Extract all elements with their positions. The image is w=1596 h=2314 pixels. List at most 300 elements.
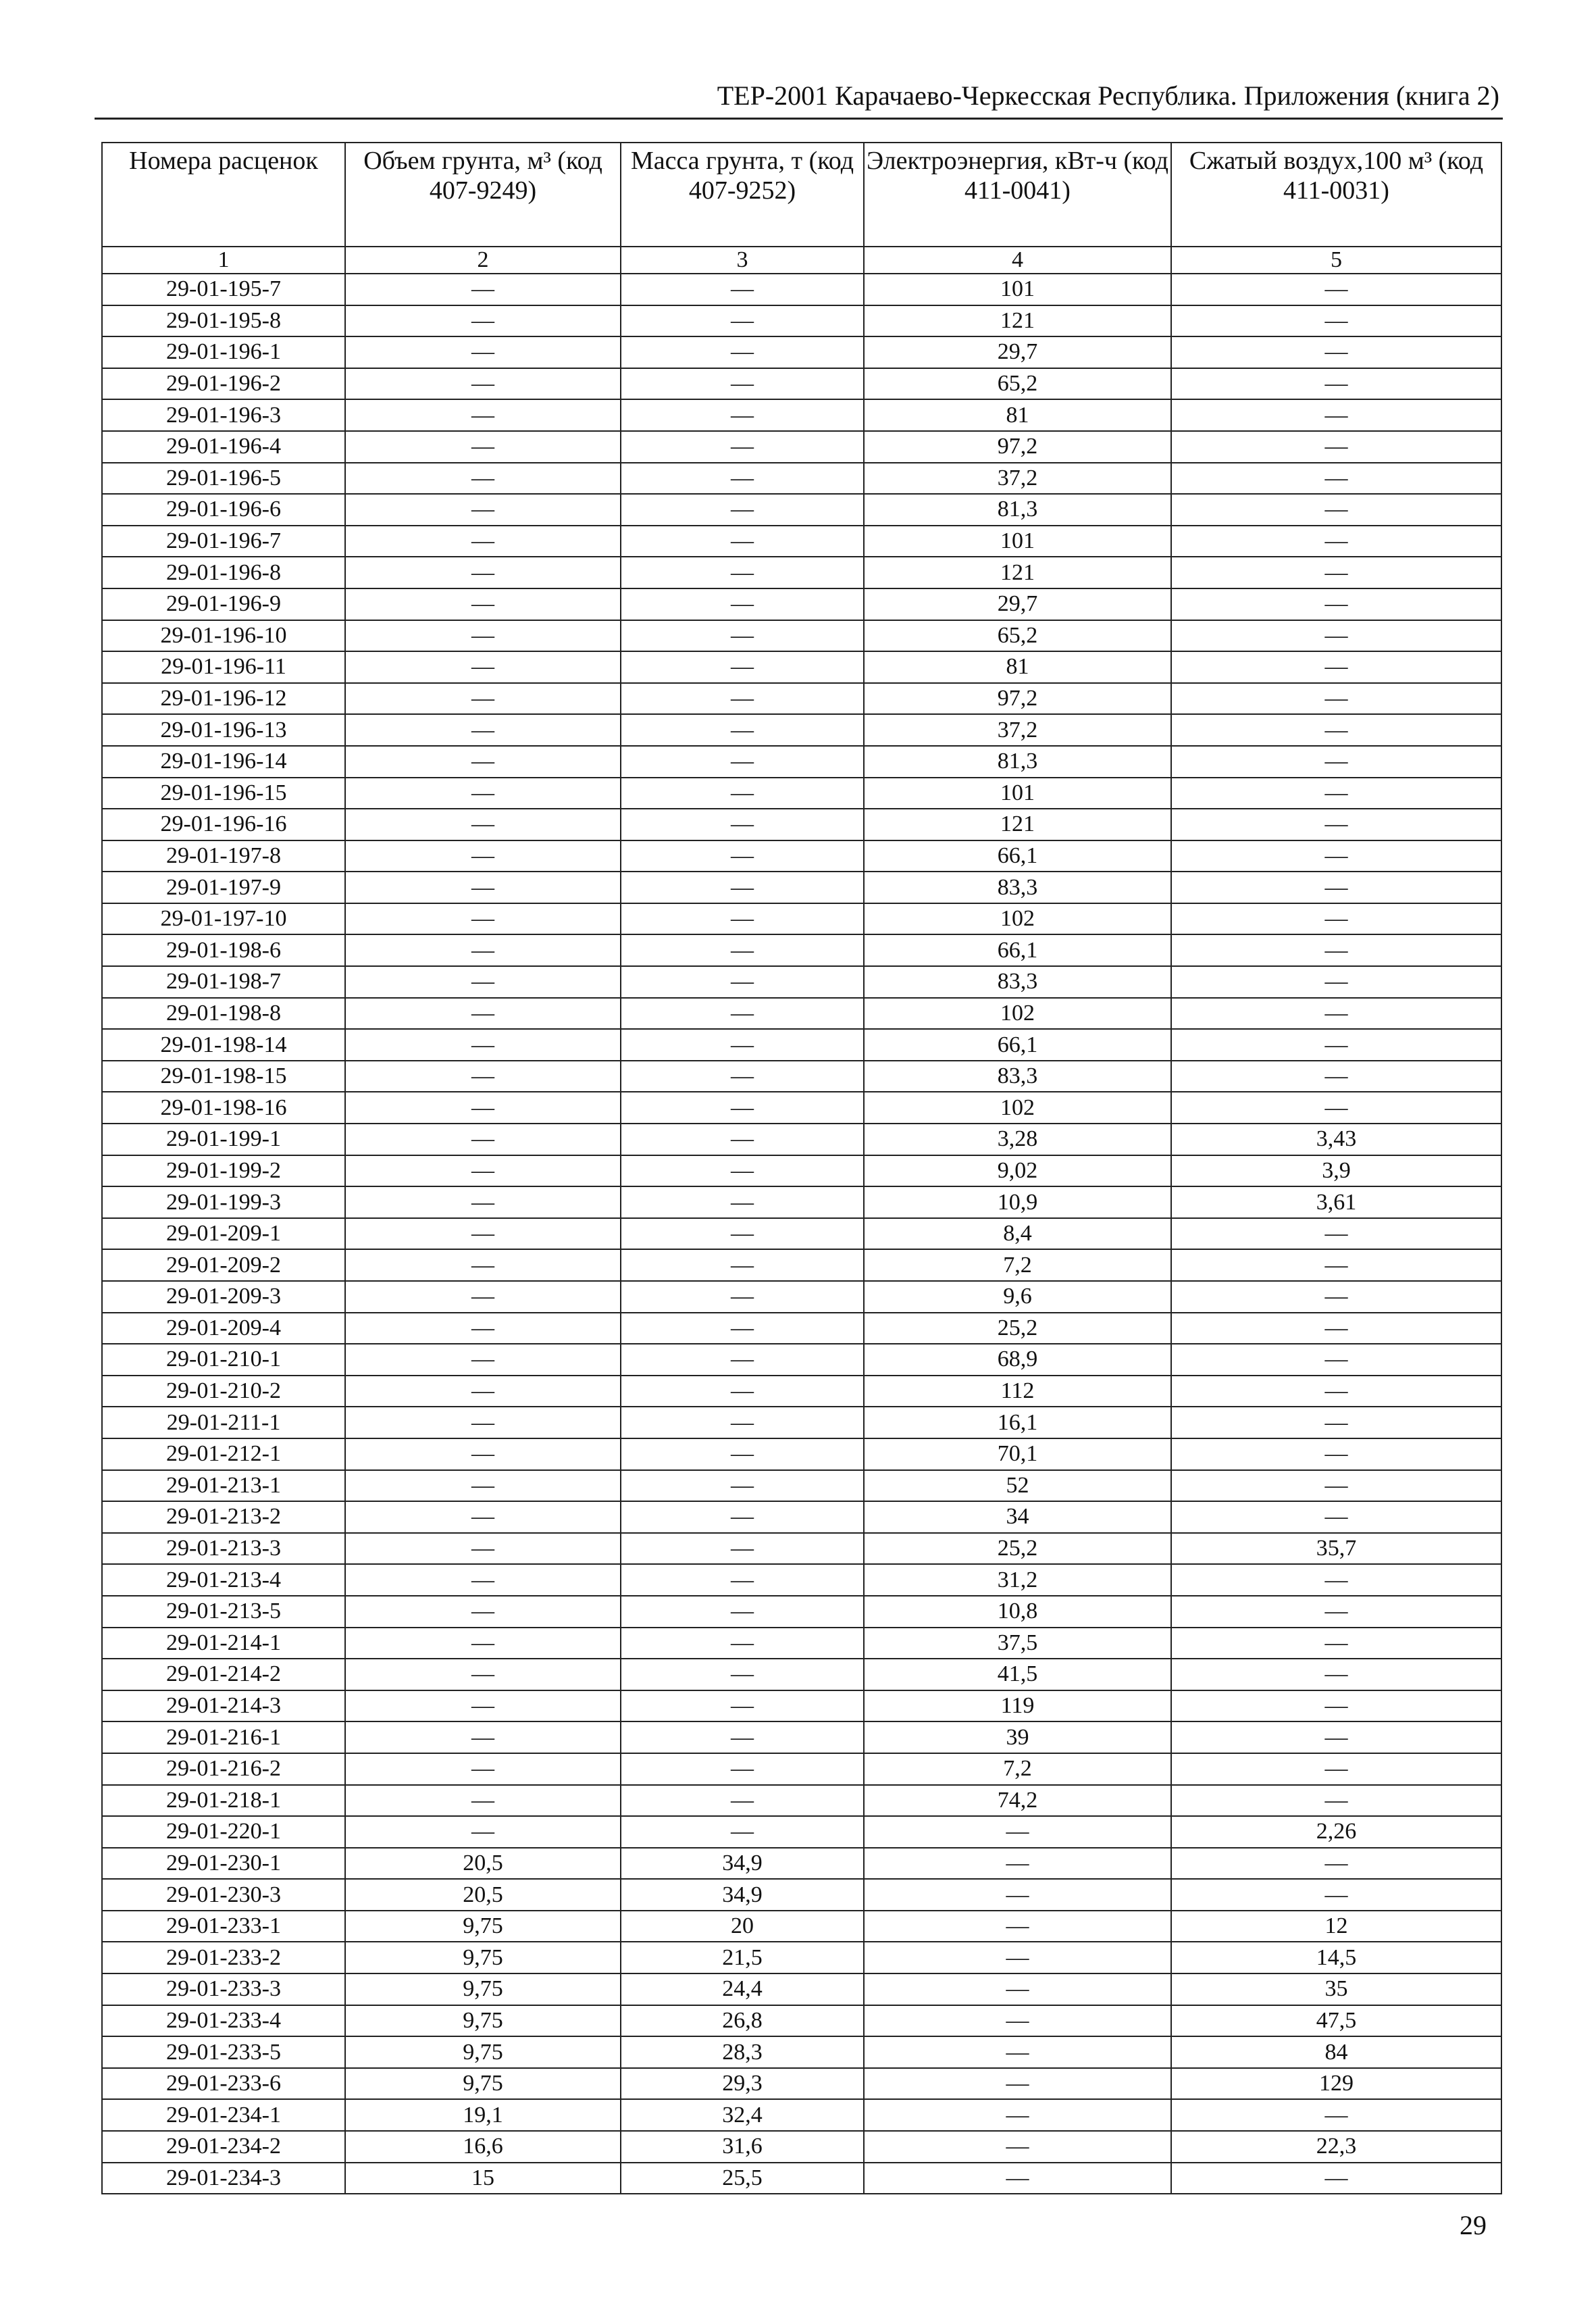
table-row (102, 1470, 1501, 1502)
table-cell: — (1171, 1092, 1501, 1124)
table-cell: — (1171, 1848, 1501, 1880)
table-cell: 9,02 (864, 1155, 1171, 1187)
table-cell: — (345, 620, 621, 652)
table-cell: — (345, 274, 621, 305)
table-cell: 101 (864, 526, 1171, 557)
table-cell: 66,1 (864, 1029, 1171, 1061)
table-cell: — (345, 1407, 621, 1438)
table-cell: — (621, 1438, 864, 1470)
column-number: 5 (1171, 247, 1501, 274)
table-cell: — (1171, 1407, 1501, 1438)
table-row (102, 1628, 1501, 1659)
table-cell: — (345, 1564, 621, 1596)
table-cell: — (621, 1155, 864, 1187)
table-cell: — (621, 1249, 864, 1281)
table-cell: — (1171, 305, 1501, 337)
rate-code-cell: 29-01-210-2 (102, 1376, 345, 1407)
table-cell: — (1171, 274, 1501, 305)
table-cell: — (345, 903, 621, 935)
table-cell: 9,75 (345, 2005, 621, 2037)
table-cell: 112 (864, 1376, 1171, 1407)
rate-code-cell: 29-01-233-5 (102, 2036, 345, 2068)
table-cell: — (621, 778, 864, 809)
rate-code-cell: 29-01-234-3 (102, 2163, 345, 2194)
rate-code-cell: 29-01-214-3 (102, 1690, 345, 1722)
column-header: Электроэнергия, кВт-ч (код 411-0041) (864, 143, 1171, 247)
table-cell: 9,75 (345, 1911, 621, 1942)
table-cell: — (1171, 934, 1501, 966)
table-cell: — (1171, 1753, 1501, 1785)
table-cell: — (345, 809, 621, 840)
table-row (102, 1879, 1501, 1911)
rate-code-cell: 29-01-196-8 (102, 557, 345, 588)
table-cell: 102 (864, 998, 1171, 1030)
table-row (102, 778, 1501, 809)
rate-code-cell: 29-01-197-9 (102, 872, 345, 903)
table-cell: 31,6 (621, 2131, 864, 2163)
table-cell: — (621, 1721, 864, 1753)
table-cell: — (864, 2099, 1171, 2131)
table-cell: 7,2 (864, 1249, 1171, 1281)
table-row (102, 1029, 1501, 1061)
table-cell: 66,1 (864, 934, 1171, 966)
table-cell: — (345, 336, 621, 368)
table-row (102, 1186, 1501, 1218)
rate-code-cell: 29-01-195-7 (102, 274, 345, 305)
table-cell: — (345, 557, 621, 588)
column-number: 3 (621, 247, 864, 274)
rate-code-cell: 29-01-198-15 (102, 1061, 345, 1092)
table-cell: 14,5 (1171, 1942, 1501, 1973)
table-cell: — (345, 463, 621, 495)
table-cell: 39 (864, 1721, 1171, 1753)
table-row (102, 336, 1501, 368)
rate-code-cell: 29-01-196-1 (102, 336, 345, 368)
table-cell: — (864, 1942, 1171, 1973)
rate-code-cell: 29-01-198-6 (102, 934, 345, 966)
table-cell: — (1171, 714, 1501, 746)
table-cell: — (1171, 1061, 1501, 1092)
table-cell: — (621, 1564, 864, 1596)
table-row (102, 368, 1501, 400)
table-cell: — (864, 2131, 1171, 2163)
table-cell: 37,5 (864, 1628, 1171, 1659)
table-cell: 52 (864, 1470, 1171, 1502)
table-cell: — (345, 1218, 621, 1250)
rates-table (101, 142, 1502, 2194)
rate-code-cell: 29-01-209-2 (102, 1249, 345, 1281)
rate-code-cell: 29-01-196-11 (102, 651, 345, 683)
table-cell: — (345, 1470, 621, 1502)
table-cell: 22,3 (1171, 2131, 1501, 2163)
table-cell: 9,75 (345, 2068, 621, 2100)
table-row (102, 305, 1501, 337)
table-row (102, 1848, 1501, 1880)
table-cell: 26,8 (621, 2005, 864, 2037)
table-row (102, 620, 1501, 652)
table-cell: — (345, 1659, 621, 1690)
table-cell: 102 (864, 1092, 1171, 1124)
rate-code-cell: 29-01-198-14 (102, 1029, 345, 1061)
table-cell: — (345, 1533, 621, 1565)
rate-code-cell: 29-01-196-14 (102, 746, 345, 778)
table-cell: — (621, 714, 864, 746)
table-cell: — (1171, 966, 1501, 998)
rate-code-cell: 29-01-199-3 (102, 1186, 345, 1218)
table-cell: — (621, 1092, 864, 1124)
table-cell: — (1171, 1628, 1501, 1659)
table-cell: — (1171, 431, 1501, 463)
rate-code-cell: 29-01-196-2 (102, 368, 345, 400)
table-cell: — (345, 1596, 621, 1628)
table-cell: — (864, 1879, 1171, 1911)
table-cell: 121 (864, 557, 1171, 588)
table-cell: 3,61 (1171, 1186, 1501, 1218)
table-cell: 9,75 (345, 1973, 621, 2005)
table-cell: — (1171, 1376, 1501, 1407)
table-cell: — (1171, 809, 1501, 840)
table-cell: — (1171, 1879, 1501, 1911)
column-number: 4 (864, 247, 1171, 274)
table-cell: — (1171, 1690, 1501, 1722)
table-cell: 15 (345, 2163, 621, 2194)
table-cell: 20,5 (345, 1848, 621, 1880)
table-row (102, 746, 1501, 778)
table-cell: — (621, 1376, 864, 1407)
table-row (102, 1061, 1501, 1092)
table-cell: 34 (864, 1501, 1171, 1533)
table-cell: — (864, 2036, 1171, 2068)
table-cell: 29,7 (864, 336, 1171, 368)
table-cell: — (1171, 1249, 1501, 1281)
rate-code-cell: 29-01-233-2 (102, 1942, 345, 1973)
table-cell: 16,1 (864, 1407, 1171, 1438)
table-cell: — (621, 274, 864, 305)
table-cell: — (345, 1061, 621, 1092)
column-header: Масса грунта, т (код 407-9252) (621, 143, 864, 247)
table-cell: — (864, 2005, 1171, 2037)
table-cell: — (345, 588, 621, 620)
table-row (102, 2005, 1501, 2037)
rate-code-cell: 29-01-213-2 (102, 1501, 345, 1533)
table-cell: — (621, 1816, 864, 1848)
table-cell: — (1171, 1721, 1501, 1753)
table-cell: — (621, 1596, 864, 1628)
table-cell: — (621, 1785, 864, 1817)
table-cell: — (621, 1753, 864, 1785)
table-cell: 7,2 (864, 1753, 1171, 1785)
table-cell: — (345, 1092, 621, 1124)
rate-code-cell: 29-01-211-1 (102, 1407, 345, 1438)
table-cell: — (1171, 1313, 1501, 1344)
table-cell: — (345, 399, 621, 431)
table-row (102, 1911, 1501, 1942)
table-row (102, 1344, 1501, 1376)
table-cell: 25,5 (621, 2163, 864, 2194)
table-cell: — (621, 1344, 864, 1376)
rate-code-cell: 29-01-209-1 (102, 1218, 345, 1250)
table-cell: 65,2 (864, 620, 1171, 652)
table-cell: 32,4 (621, 2099, 864, 2131)
table-cell: — (345, 966, 621, 998)
table-cell: — (621, 494, 864, 526)
table-cell: — (621, 1470, 864, 1502)
table-row (102, 966, 1501, 998)
table-row (102, 463, 1501, 495)
table-cell: — (345, 840, 621, 872)
table-cell: 3,9 (1171, 1155, 1501, 1187)
rate-code-cell: 29-01-210-1 (102, 1344, 345, 1376)
table-cell: — (621, 809, 864, 840)
table-cell: — (345, 1753, 621, 1785)
table-cell: — (621, 934, 864, 966)
table-cell: — (345, 683, 621, 715)
table-cell: — (345, 1501, 621, 1533)
table-row (102, 1218, 1501, 1250)
table-cell: — (1171, 1564, 1501, 1596)
table-cell: — (1171, 463, 1501, 495)
rate-code-cell: 29-01-233-1 (102, 1911, 345, 1942)
table-cell: 20 (621, 1911, 864, 1942)
column-header: Номера расценок (102, 143, 345, 247)
rate-code-cell: 29-01-230-3 (102, 1879, 345, 1911)
table-cell: — (621, 1407, 864, 1438)
table-cell: — (345, 1281, 621, 1313)
table-cell: — (345, 778, 621, 809)
table-cell: 24,4 (621, 1973, 864, 2005)
table-row (102, 1249, 1501, 1281)
table-cell: — (1171, 336, 1501, 368)
table-cell: — (345, 746, 621, 778)
column-number: 1 (102, 247, 345, 274)
rate-code-cell: 29-01-213-3 (102, 1533, 345, 1565)
rate-code-cell: 29-01-216-2 (102, 1753, 345, 1785)
rate-code-cell: 29-01-196-4 (102, 431, 345, 463)
rate-code-cell: 29-01-196-5 (102, 463, 345, 495)
rate-code-cell: 29-01-199-1 (102, 1124, 345, 1155)
table-cell: — (621, 305, 864, 337)
table-cell: 101 (864, 778, 1171, 809)
table-cell: — (1171, 651, 1501, 683)
table-cell: 10,9 (864, 1186, 1171, 1218)
table-cell: 29,7 (864, 588, 1171, 620)
rate-code-cell: 29-01-214-2 (102, 1659, 345, 1690)
table-cell: — (1171, 399, 1501, 431)
table-cell: 37,2 (864, 463, 1171, 495)
table-row (102, 1407, 1501, 1438)
table-cell: — (621, 368, 864, 400)
rate-code-cell: 29-01-196-10 (102, 620, 345, 652)
table-row (102, 2068, 1501, 2100)
table-cell: — (345, 1721, 621, 1753)
table-cell: 83,3 (864, 1061, 1171, 1092)
table-cell: — (1171, 2163, 1501, 2194)
table-cell: — (1171, 998, 1501, 1030)
table-cell: 34,9 (621, 1879, 864, 1911)
table-cell: — (621, 399, 864, 431)
table-row (102, 1596, 1501, 1628)
table-cell: 83,3 (864, 872, 1171, 903)
table-cell: — (1171, 2099, 1501, 2131)
table-cell: — (1171, 526, 1501, 557)
rate-code-cell: 29-01-212-1 (102, 1438, 345, 1470)
table-cell: — (1171, 368, 1501, 400)
table-cell: 21,5 (621, 1942, 864, 1973)
rate-code-cell: 29-01-213-4 (102, 1564, 345, 1596)
table-cell: 81 (864, 399, 1171, 431)
table-cell: 102 (864, 903, 1171, 935)
rate-code-cell: 29-01-196-6 (102, 494, 345, 526)
table-cell: 3,28 (864, 1124, 1171, 1155)
table-row (102, 1281, 1501, 1313)
table-cell: — (1171, 746, 1501, 778)
table-cell: — (621, 1659, 864, 1690)
table-cell: — (345, 1313, 621, 1344)
rate-code-cell: 29-01-209-4 (102, 1313, 345, 1344)
table-cell: — (621, 1690, 864, 1722)
table-cell: — (621, 1628, 864, 1659)
page-number: 29 (1460, 2210, 1487, 2240)
header-rule (95, 118, 1503, 120)
table-row (102, 557, 1501, 588)
table-cell: 25,2 (864, 1313, 1171, 1344)
rate-code-cell: 29-01-196-3 (102, 399, 345, 431)
table-row (102, 431, 1501, 463)
table-cell: — (1171, 1281, 1501, 1313)
table-cell: — (1171, 588, 1501, 620)
table-cell: — (345, 1124, 621, 1155)
table-cell: 9,6 (864, 1281, 1171, 1313)
table-cell: 28,3 (621, 2036, 864, 2068)
table-row (102, 1155, 1501, 1187)
table-cell: — (621, 651, 864, 683)
table-row (102, 1501, 1501, 1533)
table-row (102, 526, 1501, 557)
table-cell: — (1171, 620, 1501, 652)
table-row (102, 1690, 1501, 1722)
table-cell: — (1171, 1596, 1501, 1628)
rate-code-cell: 29-01-196-13 (102, 714, 345, 746)
table-cell: — (1171, 1501, 1501, 1533)
table-cell: — (621, 336, 864, 368)
rate-code-cell: 29-01-233-4 (102, 2005, 345, 2037)
table-cell: — (621, 998, 864, 1030)
table-cell: — (345, 305, 621, 337)
column-header: Сжатый воздух,100 м³ (код 411-0031) (1171, 143, 1501, 247)
table-cell: — (1171, 1218, 1501, 1250)
table-cell: 83,3 (864, 966, 1171, 998)
table-cell: — (345, 1690, 621, 1722)
table-row (102, 1533, 1501, 1565)
rate-code-cell: 29-01-233-3 (102, 1973, 345, 2005)
rate-code-cell: 29-01-216-1 (102, 1721, 345, 1753)
table-cell: — (345, 368, 621, 400)
table-cell: — (621, 620, 864, 652)
table-row (102, 1092, 1501, 1124)
table-row (102, 1721, 1501, 1753)
table-cell: — (621, 683, 864, 715)
table-cell: — (864, 1816, 1171, 1848)
table-cell: — (345, 1249, 621, 1281)
table-row (102, 714, 1501, 746)
table-cell: 121 (864, 809, 1171, 840)
table-cell: — (345, 998, 621, 1030)
column-header: Объем грунта, м³ (код 407-9249) (345, 143, 621, 247)
table-row (102, 588, 1501, 620)
table-cell: — (1171, 903, 1501, 935)
rate-code-cell: 29-01-195-8 (102, 305, 345, 337)
table-cell: 34,9 (621, 1848, 864, 1880)
table-cell: — (345, 1029, 621, 1061)
table-cell: 97,2 (864, 431, 1171, 463)
table-cell: 29,3 (621, 2068, 864, 2100)
table-cell: 47,5 (1171, 2005, 1501, 2037)
rate-code-cell: 29-01-234-1 (102, 2099, 345, 2131)
table-cell: 35,7 (1171, 1533, 1501, 1565)
table-cell: — (345, 1785, 621, 1817)
table-cell: 10,8 (864, 1596, 1171, 1628)
table-cell: — (1171, 1785, 1501, 1817)
table-cell: — (1171, 872, 1501, 903)
table-cell: — (1171, 557, 1501, 588)
table-cell: 129 (1171, 2068, 1501, 2100)
table-cell: — (1171, 494, 1501, 526)
table-cell: 68,9 (864, 1344, 1171, 1376)
table-row (102, 872, 1501, 903)
table-row (102, 651, 1501, 683)
table-row (102, 1973, 1501, 2005)
table-cell: — (621, 872, 864, 903)
table-cell: — (621, 1313, 864, 1344)
table-cell: 65,2 (864, 368, 1171, 400)
rate-code-cell: 29-01-218-1 (102, 1785, 345, 1817)
table-cell: — (345, 1628, 621, 1659)
table-row (102, 399, 1501, 431)
table-cell: 19,1 (345, 2099, 621, 2131)
rate-code-cell: 29-01-196-16 (102, 809, 345, 840)
table-row (102, 1942, 1501, 1973)
table-cell: 81,3 (864, 494, 1171, 526)
table-cell: — (621, 431, 864, 463)
table-row (102, 1124, 1501, 1155)
table-cell: 8,4 (864, 1218, 1171, 1250)
table-row (102, 903, 1501, 935)
table-cell: — (1171, 1438, 1501, 1470)
table-cell: — (621, 463, 864, 495)
table-row (102, 998, 1501, 1030)
table-row (102, 1313, 1501, 1344)
table-cell: 74,2 (864, 1785, 1171, 1817)
table-row (102, 2163, 1501, 2194)
table-cell: — (345, 526, 621, 557)
table-cell: — (345, 1344, 621, 1376)
table-cell: 25,2 (864, 1533, 1171, 1565)
table-cell: — (621, 1029, 864, 1061)
table-cell: — (621, 1124, 864, 1155)
rate-code-cell: 29-01-213-5 (102, 1596, 345, 1628)
table-cell: 2,26 (1171, 1816, 1501, 1848)
table-cell: — (621, 1533, 864, 1565)
table-row (102, 1438, 1501, 1470)
table-row (102, 2131, 1501, 2163)
rate-code-cell: 29-01-198-16 (102, 1092, 345, 1124)
table-cell: 35 (1171, 1973, 1501, 2005)
table-cell: 3,43 (1171, 1124, 1501, 1155)
table-cell: 121 (864, 305, 1171, 337)
table-cell: — (1171, 1659, 1501, 1690)
table-cell: — (345, 934, 621, 966)
table-cell: — (621, 1281, 864, 1313)
